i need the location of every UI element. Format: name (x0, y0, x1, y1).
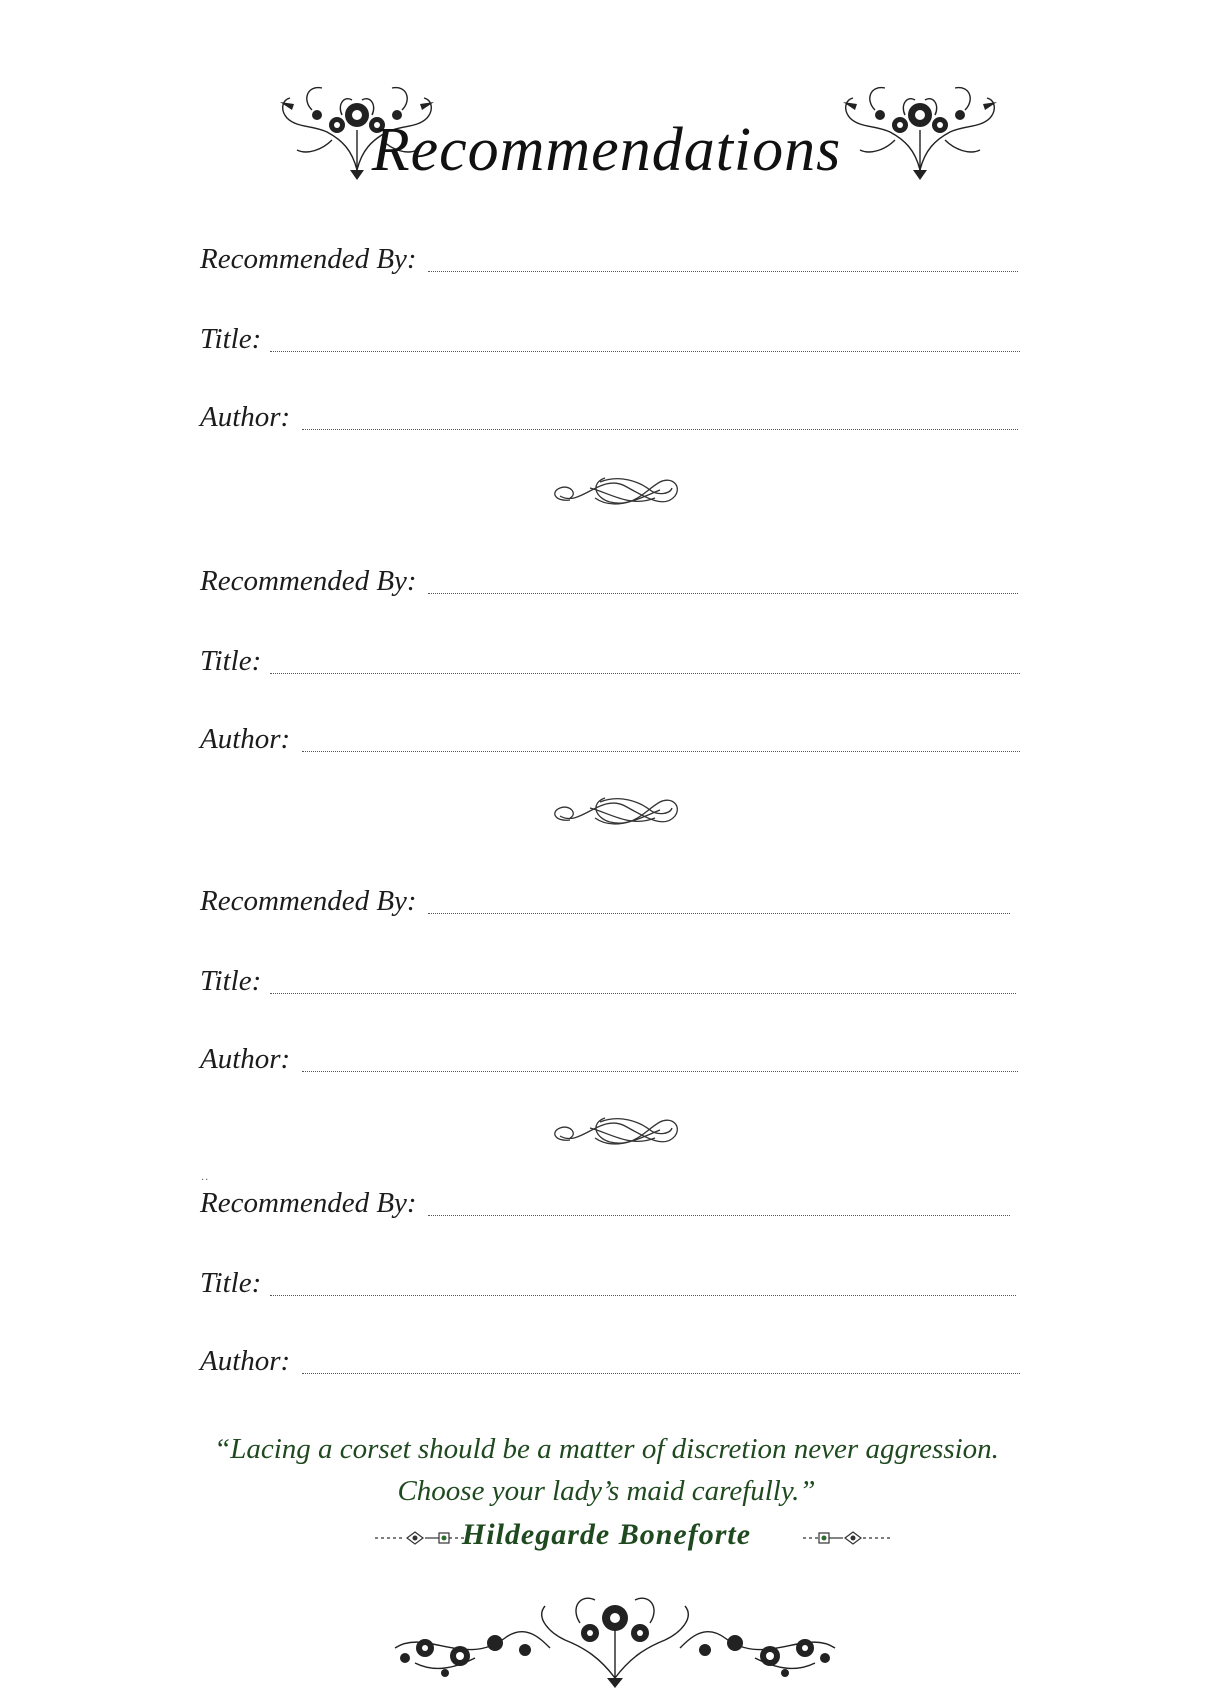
page-header (0, 70, 1213, 210)
jewel-flourish-icon (803, 1528, 893, 1548)
recommended-by-label: Recommended By: (200, 1187, 421, 1220)
page-title: Recommendations (371, 116, 842, 184)
title-label: Title: (200, 323, 265, 356)
floral-garland-icon (385, 1578, 845, 1688)
title-line[interactable] (270, 673, 1020, 674)
attribution-row (0, 1518, 1213, 1558)
author-line[interactable] (302, 1071, 1018, 1072)
quote-attribution: Hildegarde Boneforte (461, 1518, 752, 1551)
recommended-by-field[interactable] (200, 562, 1022, 602)
recommended-by-line[interactable] (428, 913, 1010, 914)
author-field[interactable] (200, 1040, 1022, 1080)
recommended-by-field[interactable] (200, 240, 1022, 280)
recommended-by-line[interactable] (428, 271, 1018, 272)
recommended-by-line[interactable] (428, 593, 1018, 594)
author-label: Author: (200, 1043, 294, 1076)
author-field[interactable] (200, 398, 1022, 438)
title-field[interactable] (200, 642, 1022, 682)
title-label: Title: (200, 1267, 265, 1300)
recommended-by-line[interactable] (428, 1215, 1010, 1216)
recommended-by-field[interactable] (200, 882, 1022, 922)
title-line[interactable] (270, 351, 1020, 352)
title-label: Title: (200, 965, 265, 998)
author-label: Author: (200, 1345, 294, 1378)
author-field[interactable] (200, 1342, 1022, 1382)
swirl-divider-icon (540, 468, 685, 518)
author-line[interactable] (302, 1373, 1020, 1374)
author-field[interactable] (200, 720, 1022, 760)
title-line[interactable] (270, 1295, 1016, 1296)
title-line[interactable] (270, 993, 1016, 994)
title-field[interactable] (200, 962, 1022, 1002)
quote-block (0, 1428, 1213, 1512)
author-line[interactable] (302, 751, 1020, 752)
author-line[interactable] (302, 429, 1018, 430)
stray-mark: .. (201, 1172, 210, 1183)
author-label: Author: (200, 401, 294, 434)
recommended-by-label: Recommended By: (200, 565, 421, 598)
recommended-by-field[interactable] (200, 1184, 1022, 1224)
swirl-divider-icon (540, 1108, 685, 1158)
recommended-by-label: Recommended By: (200, 885, 421, 918)
floral-scroll-icon (835, 70, 1005, 180)
author-label: Author: (200, 723, 294, 756)
quote-line-2: Choose your lady’s maid carefully.” (397, 1475, 816, 1507)
title-label: Title: (200, 645, 265, 678)
quote-line-1: “Lacing a corset should be a matter of discretion never aggression. (214, 1433, 999, 1465)
title-field[interactable] (200, 320, 1022, 360)
title-field[interactable] (200, 1264, 1022, 1304)
recommended-by-label: Recommended By: (200, 243, 421, 276)
swirl-divider-icon (540, 788, 685, 838)
